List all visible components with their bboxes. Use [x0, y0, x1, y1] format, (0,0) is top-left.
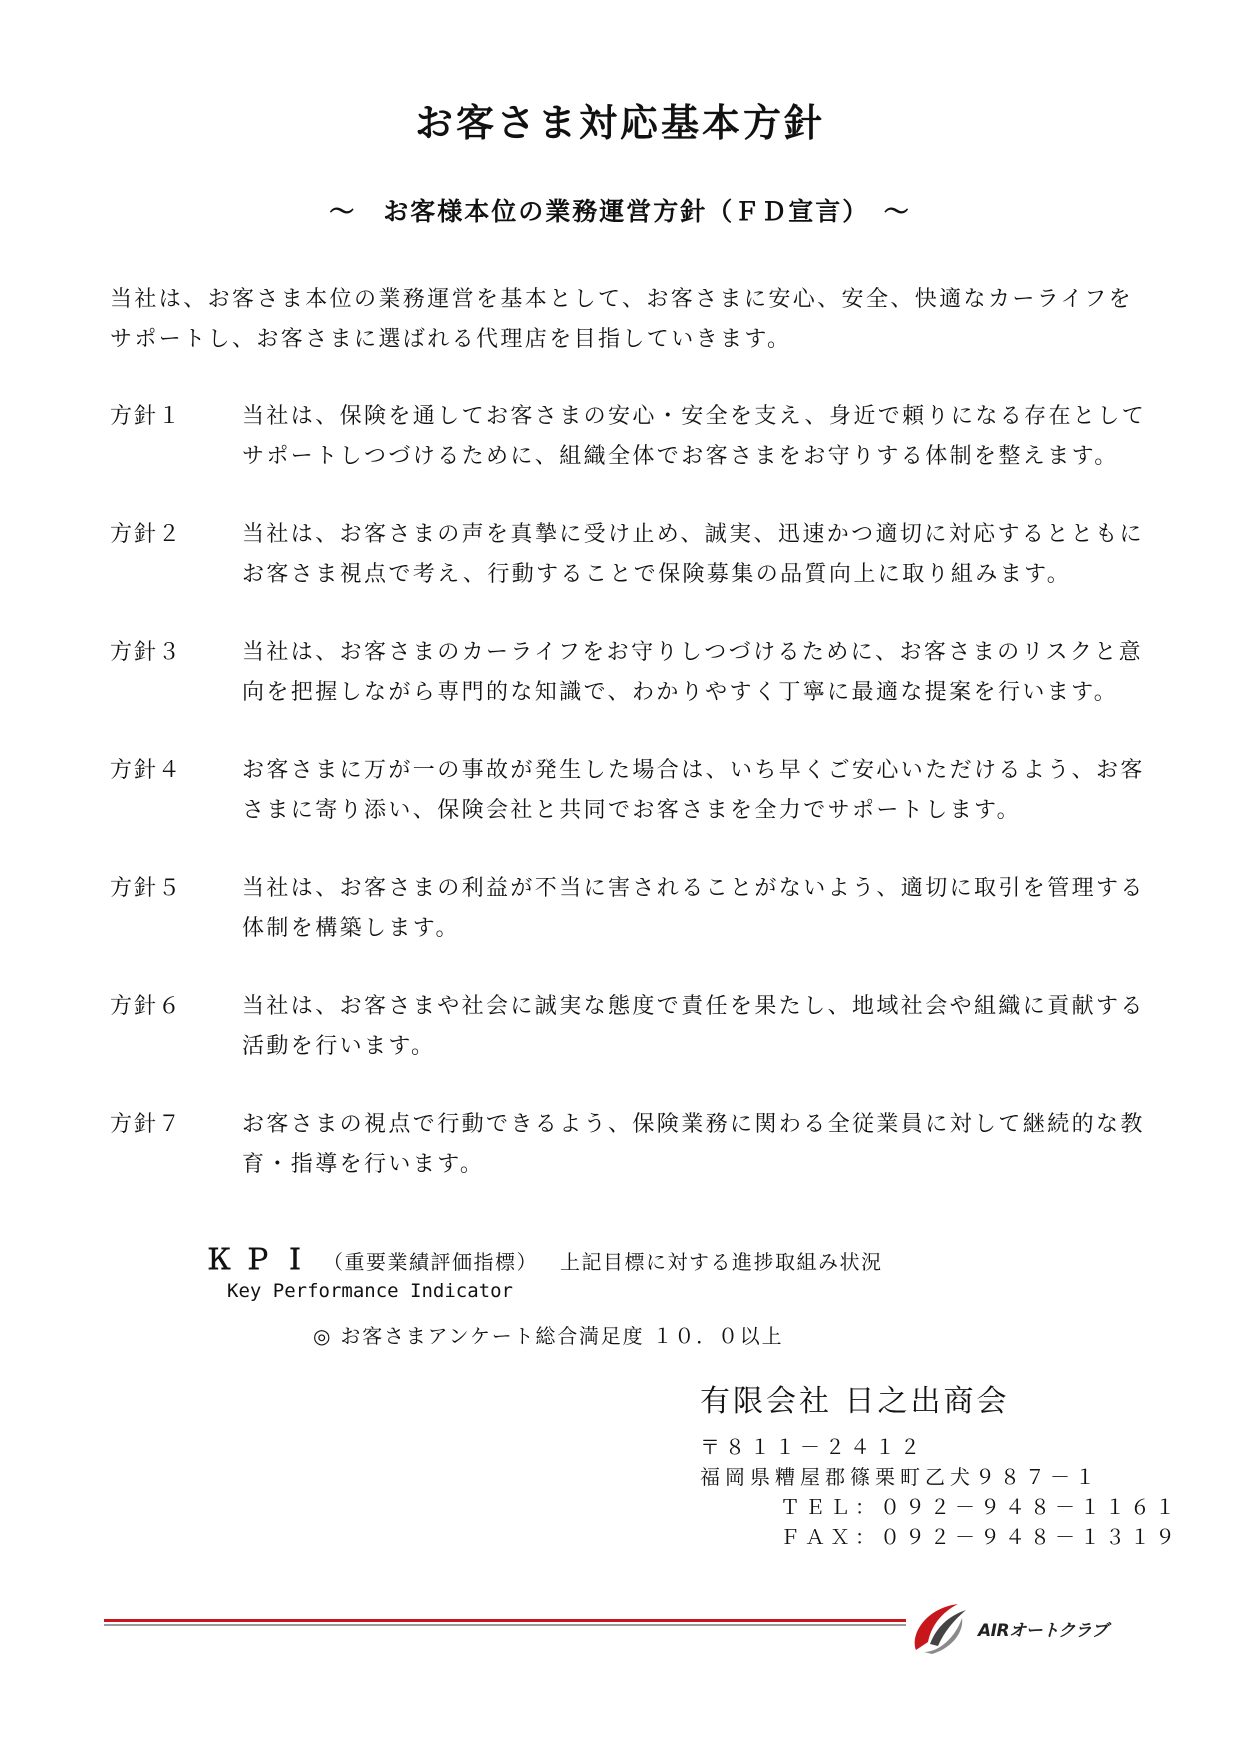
postal-code: 〒８１１－２４１２ — [700, 1435, 925, 1459]
policy-label: 方針５ — [110, 876, 183, 901]
policy-line: 活動を行います。 — [242, 1034, 436, 1059]
policy-line: お客さま視点で考え、行動することで保険募集の品質向上に取り組みます。 — [242, 562, 1072, 587]
kpi-heading — [205, 1238, 883, 1278]
company-name: 有限会社 日之出商会 — [700, 1384, 1010, 1419]
company-tel: ＴＥＬ：０９２－９４８－１１６１ — [780, 1495, 1180, 1519]
policy-label: 方針６ — [110, 994, 183, 1019]
policy-label: 方針１ — [110, 404, 183, 429]
policy-text — [242, 397, 1147, 477]
kpi-english-name: Key Performance Indicator — [227, 1280, 513, 1302]
policy-line: 当社は、お客さまの利益が不当に害されることがないよう、適切に取引を管理する — [242, 876, 1145, 901]
policy-text — [242, 1105, 1145, 1185]
company-info — [700, 1376, 1180, 1552]
swoosh-logo-icon — [906, 1598, 976, 1658]
policy-text — [242, 633, 1142, 713]
policy-line: さまに寄り添い、保険会社と共同でお客さまを全力でサポートします。 — [242, 798, 1022, 823]
footer-rule-gray — [104, 1624, 914, 1626]
company-fax: ＦＡＸ：０９２－９４８－１３１９ — [780, 1525, 1180, 1549]
policy-line: 当社は、お客さまのカーライフをお守りしつづけるために、お客さまのリスクと意 — [242, 640, 1144, 665]
intro-paragraph — [110, 280, 1134, 360]
kpi-target: ◎ お客さまアンケート総合満足度 １０．０以上 — [313, 1324, 784, 1348]
policy-line: 向を把握しながら専門的な知識で、わかりやすく丁寧に最適な提案を行います。 — [242, 680, 1119, 705]
footer-rule-red — [104, 1619, 914, 1622]
footer-bar — [100, 1598, 1140, 1658]
policy-line: 当社は、お客さまや社会に誠実な態度で責任を果たし、地域社会や組織に貢献する — [242, 994, 1145, 1019]
policy-label: 方針４ — [110, 758, 183, 783]
policy-text — [242, 987, 1145, 1067]
policy-line: 体制を構築します。 — [242, 916, 460, 941]
kpi-progress-label: 上記目標に対する進捗取組み状況 — [560, 1250, 883, 1274]
intro-line: サポートし、お客さまに選ばれる代理店を目指していきます。 — [110, 327, 792, 352]
intro-line: 当社は、お客さま本位の業務運営を基本として、お客さまに安心、安全、快適なカーライフを — [110, 287, 1134, 312]
logo-text: AIRオートクラブ — [978, 1621, 1108, 1641]
air-autoclub-logo — [906, 1598, 1146, 1658]
policy-label: 方針３ — [110, 640, 183, 665]
policy-line: 当社は、保険を通してお客さまの安心・安全を支え、身近で頼りになる存在として — [242, 404, 1147, 429]
page-title: お客さま対応基本方針 — [414, 100, 825, 145]
policy-text — [242, 751, 1145, 831]
policy-text — [242, 515, 1142, 595]
policy-text — [242, 869, 1145, 949]
policy-label: 方針２ — [110, 522, 183, 547]
kpi-abbr: ＫＰＩ — [205, 1243, 320, 1276]
page-subtitle: ～ お客様本位の業務運営方針（ＦＤ宣言） ～ — [329, 197, 911, 226]
kpi-japanese-name: （重要業績評価指標） — [323, 1250, 539, 1274]
policy-line: お客さまに万が一の事故が発生した場合は、いち早くご安心いただけるよう、お客 — [242, 758, 1145, 783]
company-address: 福岡県糟屋郡篠栗町乙犬９８７－１ — [700, 1465, 1100, 1489]
policy-line: サポートしつづけるために、組織全体でお客さまをお守りする体制を整えます。 — [242, 444, 1119, 469]
policy-line: 当社は、お客さまの声を真摯に受け止め、誠実、迅速かつ適切に対応するとともに — [242, 522, 1144, 547]
policy-line: 育・指導を行います。 — [242, 1152, 485, 1177]
policy-line: お客さまの視点で行動できるよう、保険業務に関わる全従業員に対して継続的な教 — [242, 1112, 1145, 1137]
policy-label: 方針７ — [110, 1112, 183, 1137]
